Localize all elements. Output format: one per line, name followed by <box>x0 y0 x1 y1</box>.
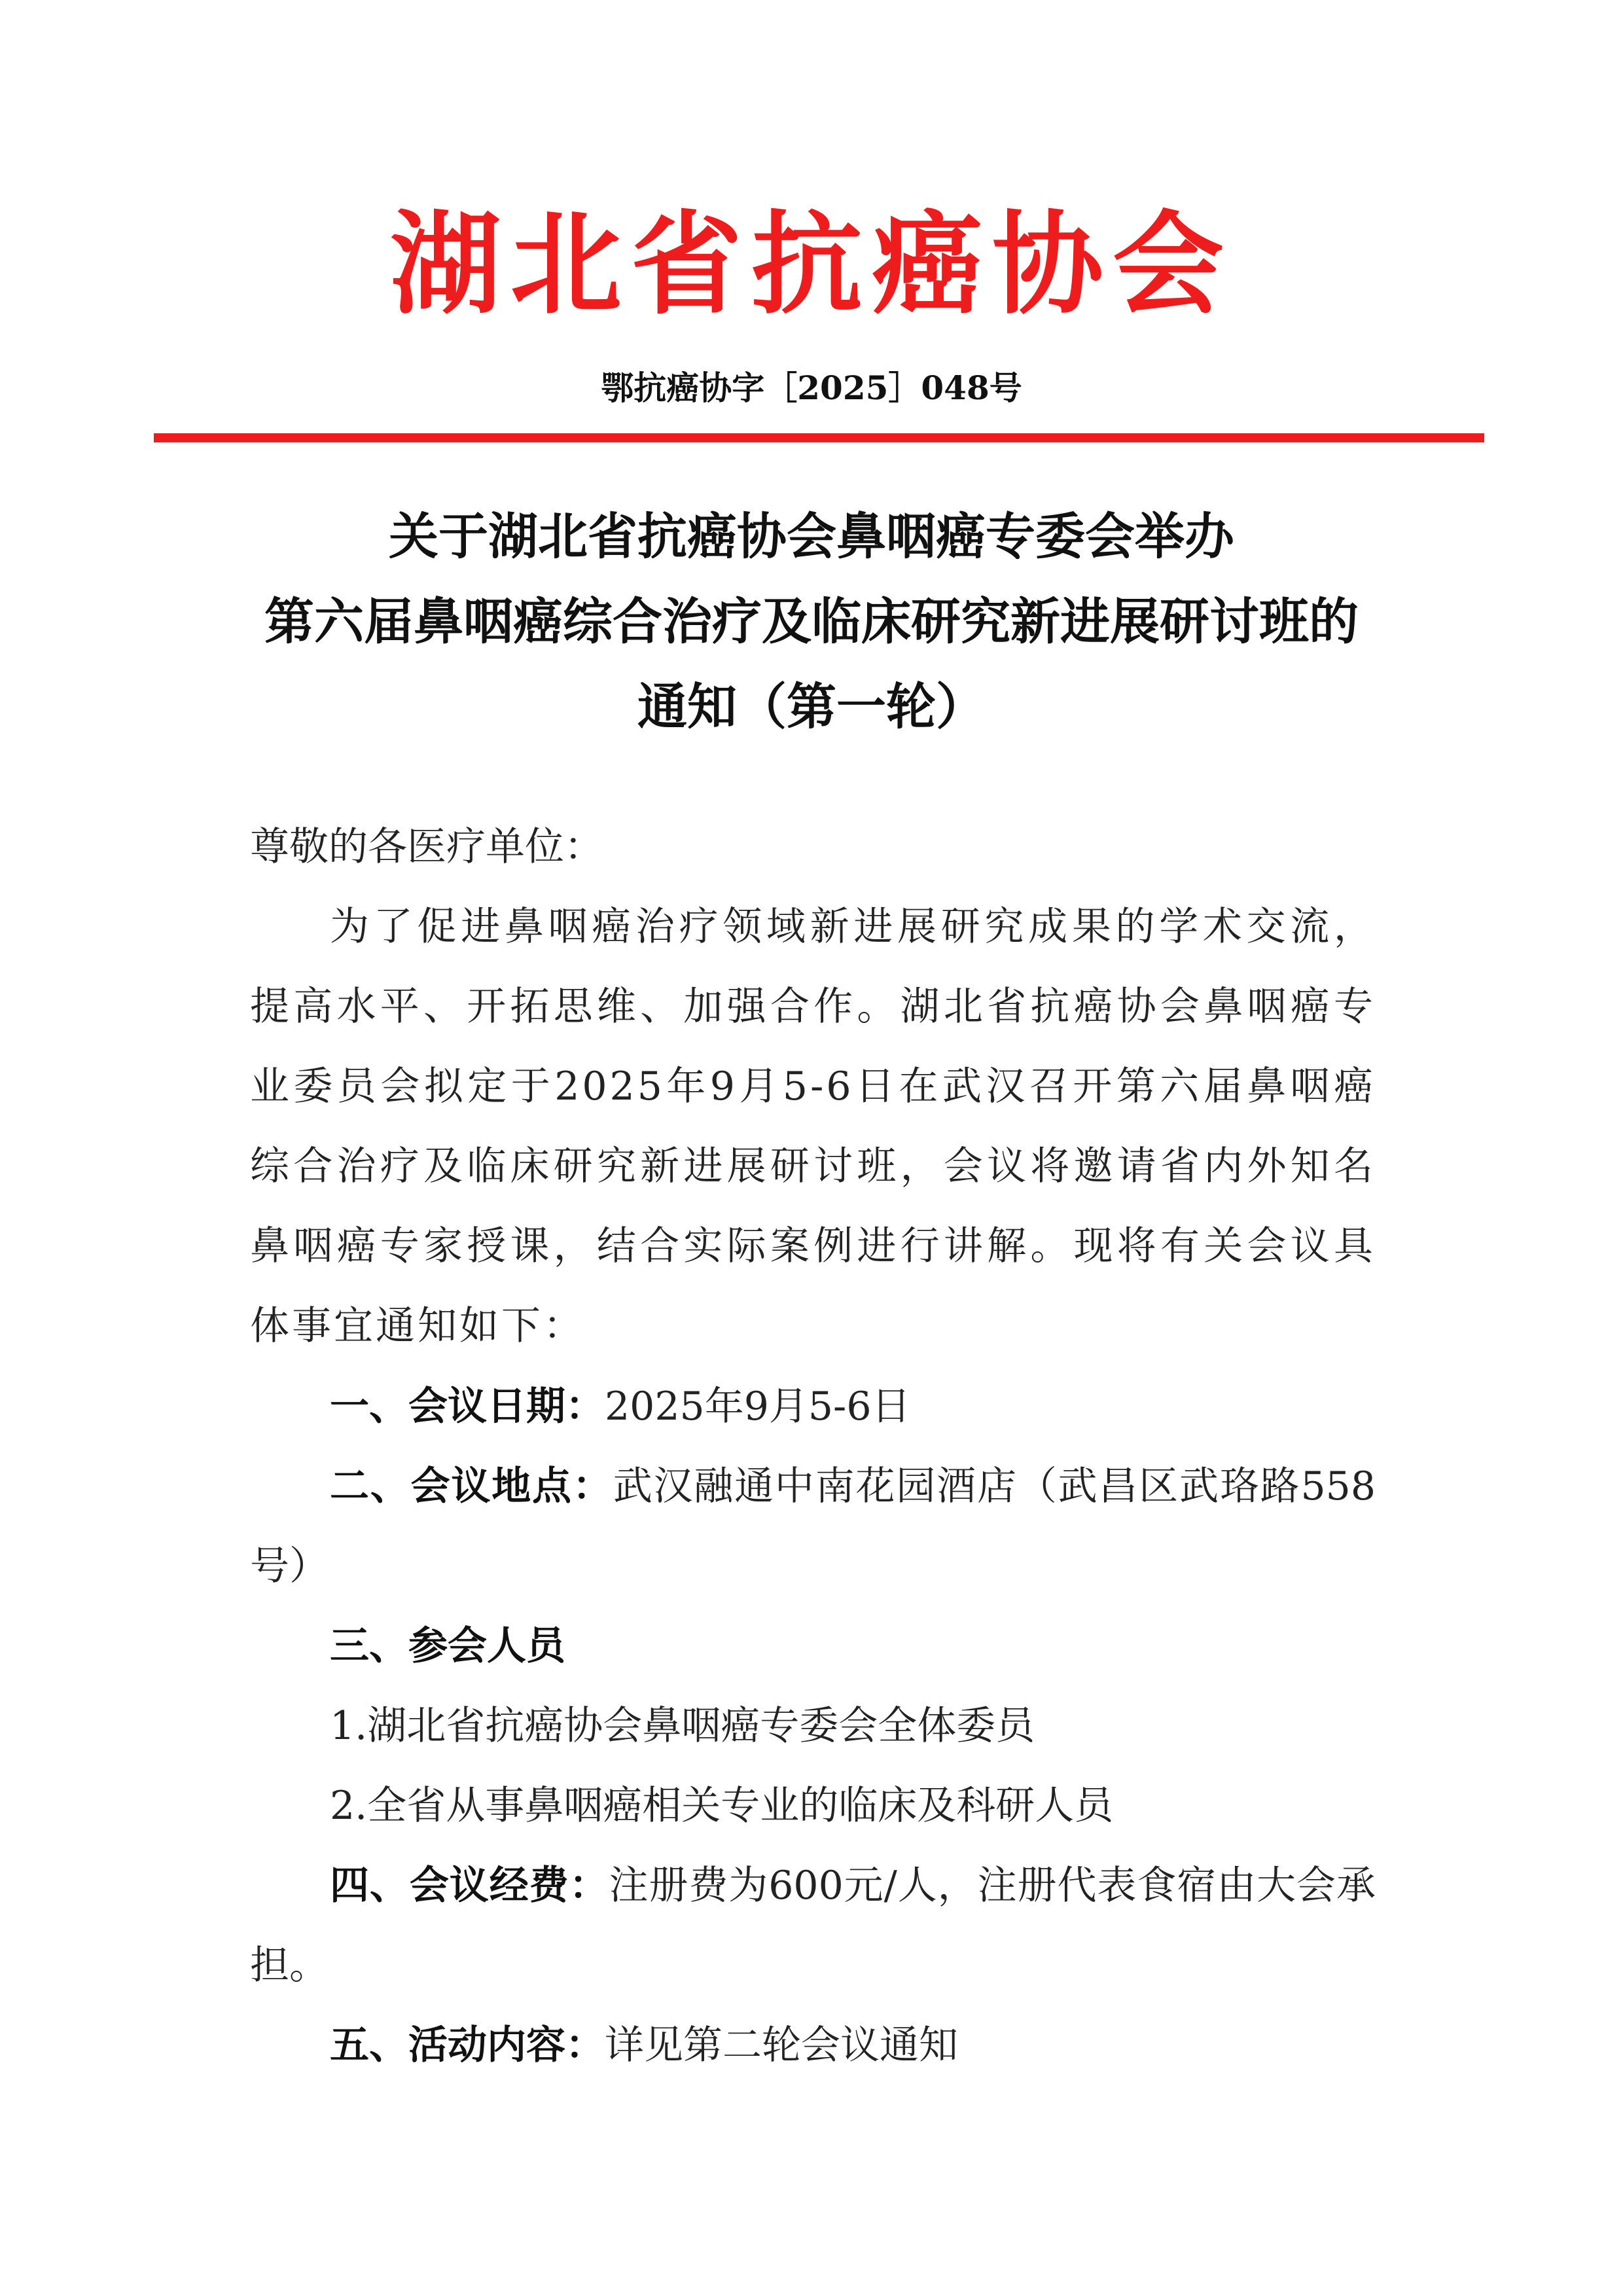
intro-paragraph: 为了促进鼻咽癌治疗领域新进展研究成果的学术交流，提高水平、开拓思维、加强合作。湖北省抗癌协会鼻咽癌专业委员会拟定于2025年9月5-6日在武汉召开第六届鼻咽癌综合治疗及临床研究新进展研讨班，会议将邀请省内外知名鼻咽癌专家授课，结合实际案例进行讲解。现将有关会议具体事宜通知如下： <box>250 904 1376 1349</box>
meeting-date-value: 2025年9月5-6日 <box>605 1384 911 1429</box>
participant-item: 1.湖北省抗癌协会鼻咽癌专委会全体委员 <box>330 1703 1035 1749</box>
section-participants <box>250 1606 1376 1686</box>
salutation: 尊敬的各医疗单位： <box>250 824 603 870</box>
participant-item: 2.全省从事鼻咽癌相关专业的临床及科研人员 <box>330 1783 1114 1829</box>
title-line-2: 第六届鼻咽癌综合治疗及临床研究新进展研讨班的 <box>264 592 1359 651</box>
title-line-1: 关于湖北省抗癌协会鼻咽癌专委会举办 <box>389 507 1234 565</box>
notice-title <box>0 494 1623 749</box>
activity-content-value: 详见第二轮会议通知 <box>605 2022 958 2068</box>
section-activity-content <box>250 2005 1376 2085</box>
meeting-fee-value: 注册费为600元/人，注册代表食宿由大会承担。 <box>250 1863 1376 1988</box>
section-meeting-venue <box>250 1446 1376 1606</box>
meeting-date-label: 一、会议日期： <box>330 1384 605 1429</box>
participants-label: 三、参会人员 <box>330 1623 565 1669</box>
document-number: 鄂抗癌协字［2025］048号 <box>601 368 1022 407</box>
organization-header: 湖北省抗癌协会 <box>389 200 1233 330</box>
meeting-fee-label: 四、会议经费： <box>330 1863 609 1909</box>
section-meeting-date <box>250 1367 1376 1446</box>
section-meeting-fee <box>250 1846 1376 2005</box>
meeting-venue-value: 武汉融通中南花园酒店（武昌区武珞路558号） <box>250 1463 1376 1589</box>
red-divider-line <box>154 433 1484 442</box>
title-line-3: 通知（第一轮） <box>637 677 986 736</box>
meeting-venue-label: 二、会议地点： <box>330 1463 613 1509</box>
activity-content-label: 五、活动内容： <box>330 2022 605 2068</box>
